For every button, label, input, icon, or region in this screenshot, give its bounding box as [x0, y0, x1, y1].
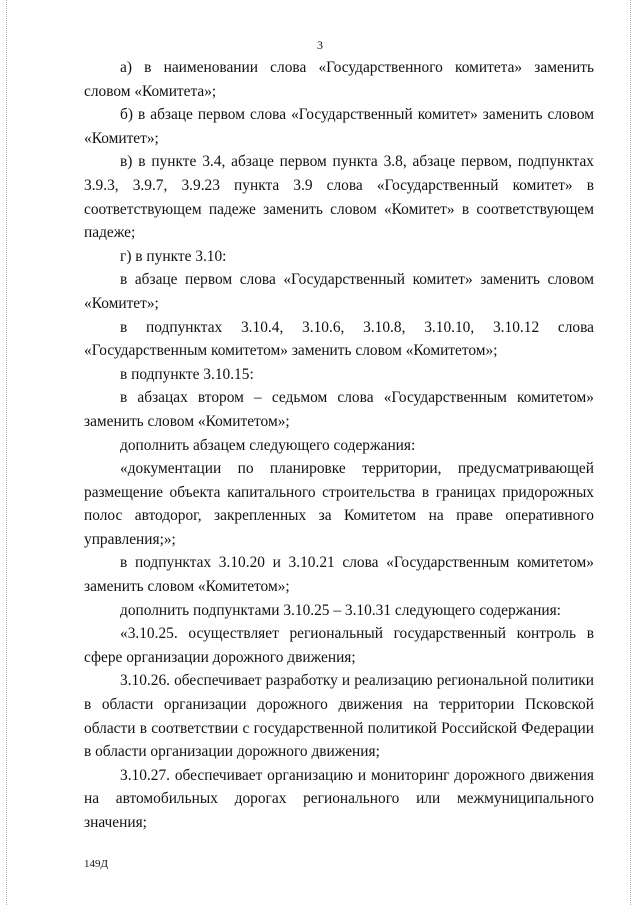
paragraph-3-10-26: 3.10.26. обеспечивает разработку и реализацию региональной политики в области организации дорожного движения на территории Псковской области в соответствии с государственной политикой Российской Федерации в области организации дорожного движения; — [84, 672, 594, 761]
paragraph-subpoints-20-21: в подпунктах 3.10.20 и 3.10.21 слова «Государственным комитетом» заменить словом «Комитетом»; — [84, 554, 594, 596]
paragraph-3-10-25: «3.10.25. осуществляет региональный государственный контроль в сфере организации дорожного движения; — [84, 625, 594, 666]
scan-edge-right — [630, 0, 632, 905]
paragraph-first-abzac: в абзаце первом слова «Государственный комитет» заменить словом «Комитет»; — [84, 271, 594, 312]
paragraph-documentation: «документации по планировке территории, предусматривающей размещение объекта капитального строительства в границах придорожных полос автодорог, закрепленных за Комитетом на праве оперативного управления;»; — [84, 460, 594, 548]
paragraph-g: г) в пункте 3.10: — [120, 247, 227, 265]
paragraph-dopolnit-subpoints: дополнить подпунктами 3.10.25 – 3.10.31 следующего содержания: — [120, 601, 561, 619]
paragraph-subpoint-3-10-15: в подпункте 3.10.15: — [120, 365, 254, 383]
paragraph-b: б) в абзаце первом слова «Государственный комитет» заменить словом «Комитет»; — [84, 106, 594, 147]
paragraph-v: в) в пункте 3.4, абзаце первом пункта 3.8, абзаце первом, подпунктах 3.9.3, 3.9.7, 3.9.23 пункта 3.9 слова «Государственный комитет» в соответствующем падеже заменить словом «Комитет» в соответствующем падеже; — [84, 153, 594, 242]
paragraph-dopolnit-abzac: дополнить абзацем следующего содержания: — [120, 436, 416, 454]
paragraph-subpoints: в подпунктах 3.10.4, 3.10.6, 3.10.8, 3.10.10, 3.10.12 слова «Государственным комитетом» заменить словом «Комитетом»; — [84, 318, 594, 360]
paragraph-abzacy: в абзацах втором – седьмом слова «Государственным комитетом» заменить словом «Комитетом»; — [84, 389, 594, 430]
document-body — [84, 56, 594, 835]
scan-edge-left — [6, 0, 8, 905]
page-number: 3 — [317, 38, 323, 52]
paragraph-a: а) в наименовании слова «Государственного комитета» заменить словом «Комитета»; — [84, 59, 594, 100]
document-code: 149Д — [84, 858, 109, 870]
paragraph-3-10-27: 3.10.27. обеспечивает организацию и мониторинг дорожного движения на автомобильных дорогах регионального или межмуниципального значения; — [84, 766, 594, 831]
